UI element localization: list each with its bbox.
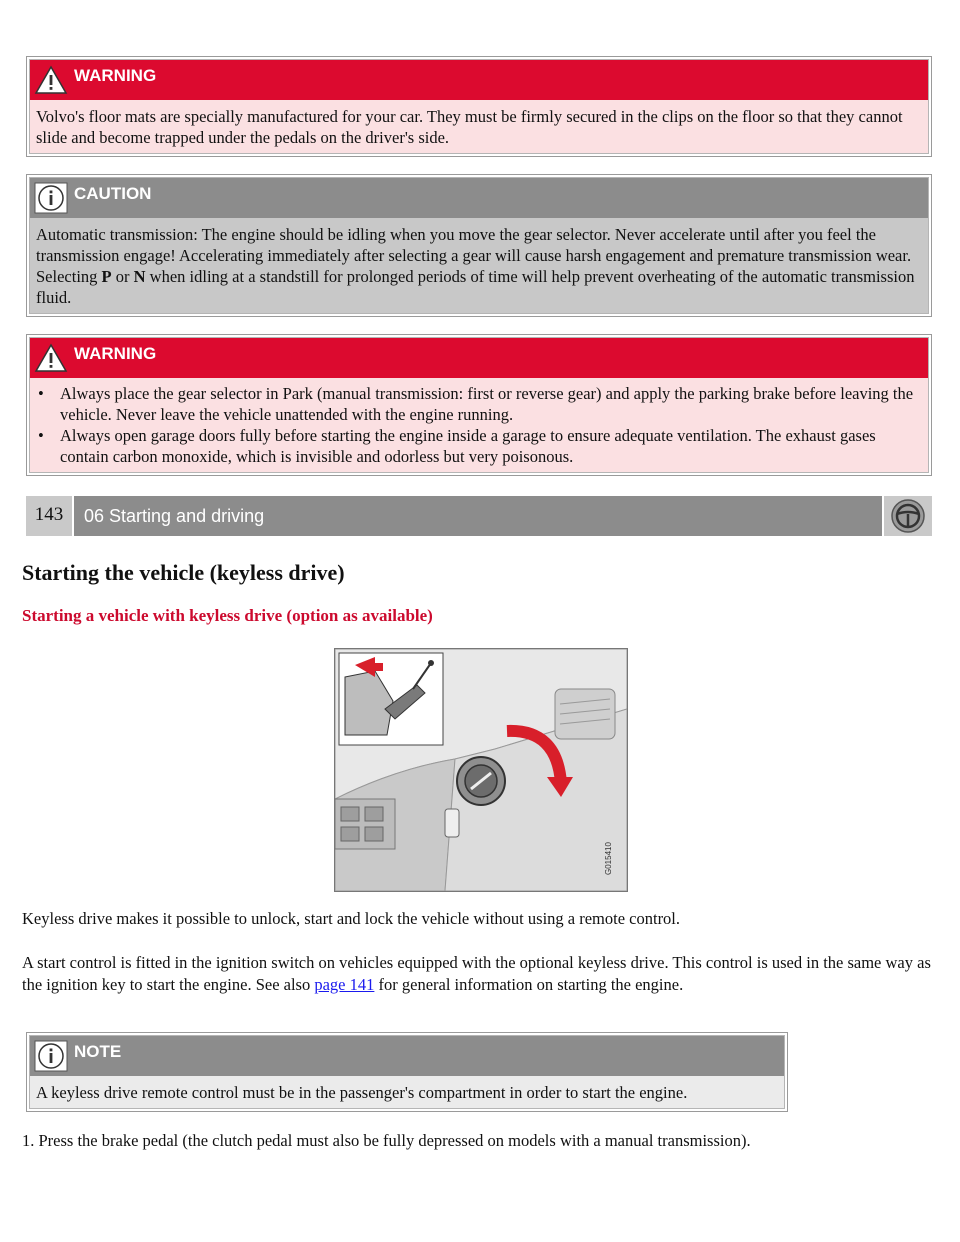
- note-box: [26, 1032, 788, 1112]
- subheading: Starting a vehicle with keyless drive (option as available): [22, 606, 433, 625]
- warning-heading: WARNING: [74, 66, 157, 85]
- warning-text: Volvo's floor mats are specially manufactured for your car. They must be firmly secured in the clips on the floor so that they cannot slide and become trapped under the pedals on the driver's side.: [30, 100, 928, 153]
- page-number: 143: [26, 496, 72, 536]
- caution-text: Automatic transmission: The engine should be idling when you move the gear selector. Never accelerate until after you feel the transmission engage! Accelerating immediately after selecting a gear will cause harsh engagement and premature transmission wear. Selecting P or N when idling at a standstill for prolonged periods of time will help prevent overheating of the automatic transmission fluid.: [30, 218, 928, 313]
- keyless-start-illustration: [334, 648, 628, 892]
- info-book-icon: [34, 1040, 68, 1072]
- list-item: • Always open garage doors fully before starting the engine inside a garage to ensure adequate ventilation. The exhaust gases contain carbon monoxide, which is invisible and odorless but very poisonous.: [36, 425, 922, 467]
- list-item: • Always place the gear selector in Park (manual transmission: first or reverse gear) and apply the parking brake before leaving the vehicle. Never leave the vehicle unattended with the engine running.: [36, 383, 922, 425]
- warning-box-floor-mats: [26, 56, 932, 157]
- steering-wheel-icon-box: [884, 496, 932, 536]
- caution-header: [30, 178, 928, 218]
- caution-box-automatic-transmission: [26, 174, 932, 317]
- warning-triangle-icon: [34, 64, 68, 96]
- figure-code: G015410: [604, 842, 613, 875]
- note-heading: NOTE: [74, 1042, 122, 1061]
- warning-list-body: [30, 378, 928, 472]
- info-book-icon: [34, 182, 68, 214]
- warning-box-parking: [26, 334, 932, 476]
- note-header: [30, 1036, 784, 1076]
- step-1: 1. Press the brake pedal (the clutch pedal must also be fully depressed on models with a manual transmission).: [22, 1131, 751, 1150]
- paragraph-keyless-intro: Keyless drive makes it possible to unlock, start and lock the vehicle without using a remote control.: [22, 909, 681, 928]
- caution-heading: CAUTION: [74, 184, 152, 203]
- warning-header: [30, 60, 928, 100]
- page-title: Starting the vehicle (keyless drive): [22, 560, 345, 585]
- section-title: 06 Starting and driving: [74, 496, 882, 536]
- warning-list: [36, 383, 922, 467]
- warning-triangle-icon: [34, 342, 68, 374]
- note-text: A keyless drive remote control must be in the passenger's compartment in order to start the engine.: [30, 1076, 784, 1108]
- paragraph-start-control: A start control is fitted in the ignition switch on vehicles equipped with the optional keyless drive. This control is used in the same way as the ignition key to start the engine. See also page 141 for general information on starting the engine.: [22, 953, 931, 994]
- dashboard-illustration: [335, 649, 627, 891]
- warning-header: [30, 338, 928, 378]
- steering-wheel-icon: [884, 496, 932, 536]
- section-header-bar: [26, 496, 932, 536]
- warning-heading: WARNING: [74, 344, 157, 363]
- page-141-link[interactable]: page 141: [314, 975, 375, 994]
